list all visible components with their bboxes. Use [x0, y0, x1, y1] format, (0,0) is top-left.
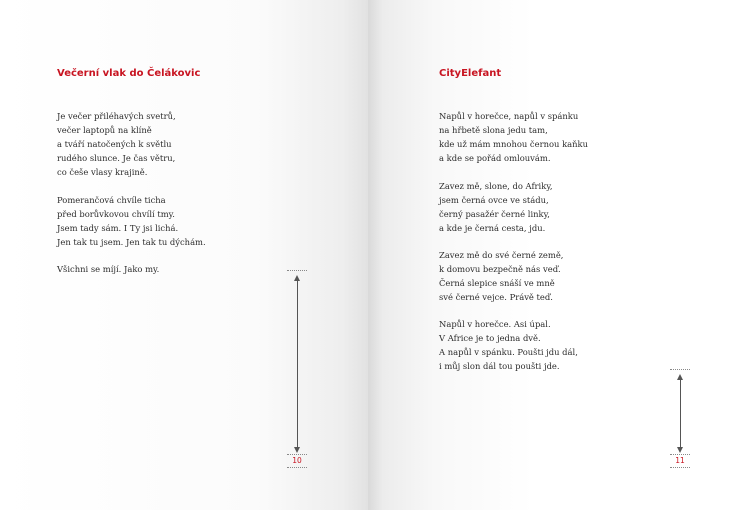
poem-line: a tváří natočených k světlu	[57, 139, 172, 149]
poem-line: černý pasažér černé linky,	[439, 209, 550, 219]
dotted-rule	[287, 270, 307, 271]
poem-line: své černé vejce. Právě teď.	[439, 292, 553, 302]
page-number: 10	[292, 456, 302, 465]
poem-line: Zavez mě, slone, do Afriky,	[439, 181, 553, 191]
poem-line: Je večer přiléhavých svetrů,	[57, 111, 176, 121]
left-page	[0, 0, 368, 510]
stanza	[439, 317, 578, 373]
dotted-rule	[287, 467, 307, 468]
poem-line: před borůvkovou chvílí tmy.	[57, 209, 175, 219]
poem-line: na hřbetě slona jedu tam,	[439, 125, 548, 135]
page-arrow-line	[680, 377, 681, 448]
poem-line: i můj slon dál tou poušti jde.	[439, 361, 560, 371]
dotted-rule	[287, 454, 307, 455]
poem-line: Všichni se míjí. Jako my.	[57, 264, 160, 274]
poem-line: A napůl v spánku. Poušti jdu dál,	[439, 347, 578, 357]
arrow-down-icon	[677, 447, 683, 453]
arrow-down-icon	[294, 447, 300, 453]
poem-line: Pomerančová chvíle ticha	[57, 195, 166, 205]
stanza	[57, 193, 206, 249]
right-page	[368, 0, 737, 510]
poem-line: a kde je černá cesta, jdu.	[439, 223, 546, 233]
stanza	[439, 109, 588, 165]
dotted-rule	[670, 467, 690, 468]
stanza	[439, 248, 563, 304]
poem-line: Jsem tady sám. I Ty jsi lichá.	[57, 223, 179, 233]
poem-line: V Africe je to jedna dvě.	[439, 333, 541, 343]
poem-line: co češe vlasy krajině.	[57, 167, 148, 177]
poem-title: CityElefant	[439, 68, 502, 79]
poem-line: Napůl v horečce, napůl v spánku	[439, 111, 579, 121]
dotted-rule	[670, 454, 690, 455]
poem-line: Napůl v horečce. Asi úpal.	[439, 319, 551, 329]
stanza	[57, 262, 159, 276]
poem-title: Večerní vlak do Čelákovic	[57, 68, 201, 79]
poem-line: Jen tak tu jsem. Jen tak tu dýchám.	[57, 237, 206, 247]
page-number: 11	[675, 456, 685, 465]
poem-line: Černá slepice snáší ve mně	[439, 278, 555, 288]
poem-line: večer laptopů na klíně	[57, 125, 152, 135]
poem-line: Zavez mě do své černé země,	[439, 250, 564, 260]
stanza	[439, 179, 553, 235]
poem-line: a kde se pořád omlouvám.	[439, 153, 551, 163]
dotted-rule	[670, 369, 690, 370]
stanza	[57, 109, 176, 179]
page-arrow-line	[297, 278, 298, 448]
poem-line: rudého slunce. Je čas větru,	[57, 153, 176, 163]
poem-line: jsem černá ovce ve stádu,	[439, 195, 549, 205]
poem-line: kde už mám mnohou černou kaňku	[439, 139, 589, 149]
poem-line: k domovu bezpečně nás veď.	[439, 264, 561, 274]
